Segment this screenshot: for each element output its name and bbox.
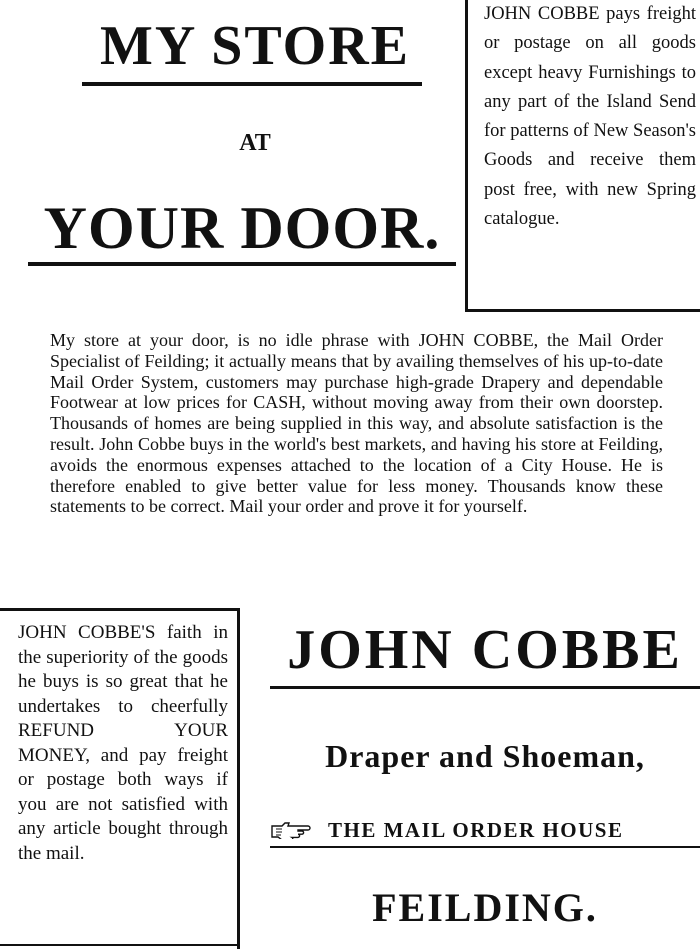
advert-tagline-row <box>270 816 700 844</box>
advert-tagline-rule <box>270 846 700 848</box>
advert-town: FEILDING. <box>372 885 598 930</box>
advert-rule <box>270 686 700 689</box>
guarantee-text: JOHN COBBE'S faith in the superiority of the goods he buys is so great that he undertakes to cheerfully REFUND YOUR MONEY, and pay freight or postage both ways if you are not satisfied with any article bought through the mail. <box>18 622 228 864</box>
advert-name: JOHN COBBE <box>287 619 683 681</box>
advert-title: Draper and Shoeman, <box>325 738 645 774</box>
headline-bottom-rule <box>28 262 456 266</box>
headline-your-door: YOUR DOOR. <box>43 195 441 261</box>
guarantee-bottom-rule <box>0 944 240 946</box>
headline-rule <box>82 82 422 86</box>
headline-at: AT <box>239 130 271 156</box>
headline-my-store: MY STORE <box>99 15 411 77</box>
article-body: My store at your door, is no idle phrase with JOHN COBBE, the Mail Order Specialist of Feilding; it actually means that by availing themselves of his up-to-date Mail Order System, customers may purchase high-grade Drapery and dependable Footwear at low prices for CASH, without moving away from their own doorstep. Thousands of homes are being supplied in this way, and absolute satisfaction is the result. John Cobbe buys in the world's best markets, and having his store at Feilding, avoids the enormous expenses attached to the location of a City House. He is therefore enabled to give better value for less money. Thousands know these statements to be correct. Mail your order and prove it for yourself. <box>50 330 663 517</box>
advert-tagline: THE MAIL ORDER HOUSE <box>328 817 624 842</box>
freight-notice-text: JOHN COBBE pays freight or postage on all goods except heavy Furnishings to any part of the Island Send for patterns of New Season's Goods and receive them post free, with new Spring catalogue. <box>484 4 696 230</box>
pointing-hand-icon <box>270 821 318 839</box>
